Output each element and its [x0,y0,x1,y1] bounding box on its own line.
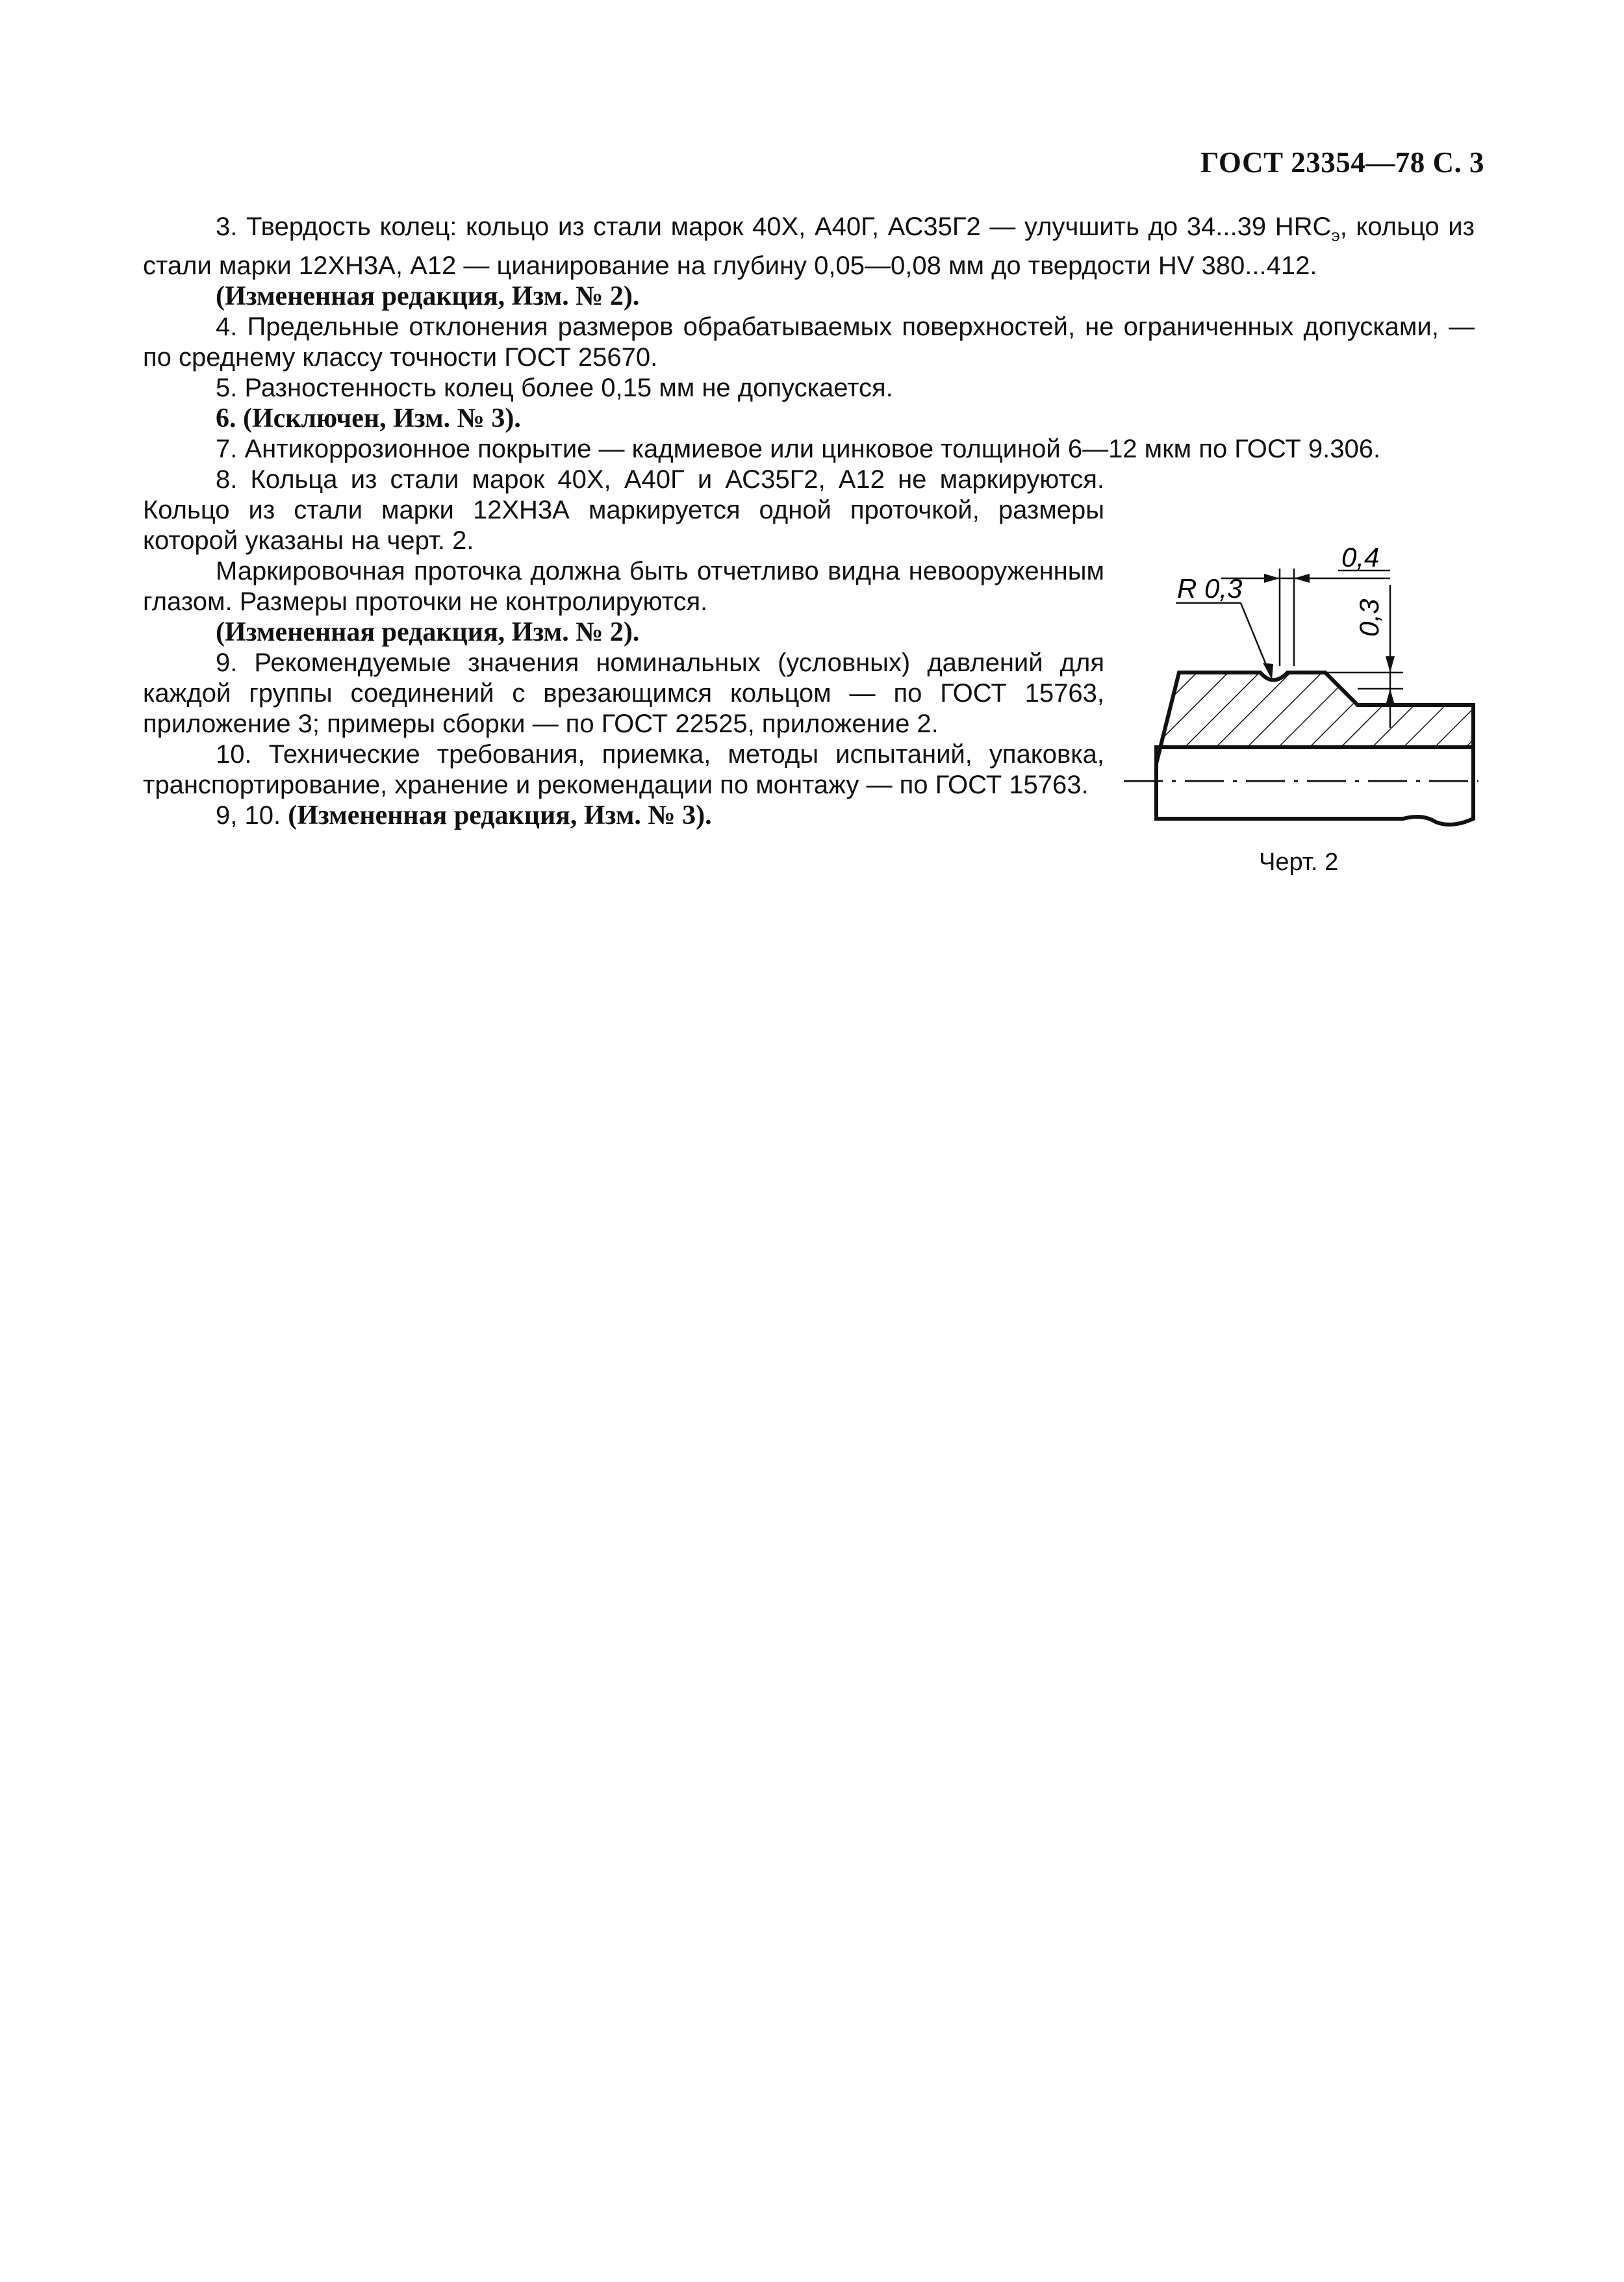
arrow-right [1294,574,1310,583]
depth-arrow-bottom [1386,689,1395,705]
clause-3: 3. Твердость колец: кольцо из стали марок 40Х, А40Г, АС35Г2 — улучшить до 34...39 $HRC_э$, кольцо из стали марки 12ХН3А, А12 — цианирование на глубину 0,05—0,08 мм до твердости HV 380...412. [143,212,1475,280]
dim-width-label: 0,4 [1341,542,1380,572]
arrow-left [1264,574,1280,583]
ring-groove-drawing [1117,533,1481,884]
subscript: э [1331,225,1340,245]
clause-7: 7. Антикоррозионное покрытие — кадмиевое или цинковое толщиной 6—12 мкм по ГОСТ 9.306. [216,435,1381,463]
drawing-caption: Черт. 2 [1259,849,1339,876]
clause-8b: Маркировочная проточка должна быть отчетливо видна невооруженным глазом. Размеры проточки не контролируются. [143,557,1104,616]
section-hatched [1156,673,1473,763]
dim-depth-label: 0,3 [1354,598,1384,637]
clause-3-note: (Измененная редакция, Изм. № 2). [216,281,640,311]
section-body [1156,747,1473,825]
clause-6: 6. (Исключен, Изм. № 3). [216,404,521,433]
clause-10: 10. Технические требования, приемка, методы испытаний, упаковка, транспортирование, хранение и рекомендации по монтажу — по ГОСТ 15763. [143,740,1104,799]
clause-8-note: (Измененная редакция, Изм. № 2). [216,617,640,647]
drawing-2 [1117,533,1481,884]
clause-9: 9. Рекомендуемые значения номинальных (условных) давлений для каждой группы соединений с врезающимся кольцом — по ГОСТ 15763, приложение 3; примеры сборки — по ГОСТ 22525, приложение 2. [143,648,1104,738]
dim-radius-label: R 0,3 [1177,573,1243,604]
page-header: ГОСТ 23354—78 С. 3 [1200,146,1484,179]
clause-8: 8. Кольца из стали марок 40Х, А40Г и АС35Г2, А12 не маркируются. Кольцо из стали марки 12ХН3А маркируется одной проточкой, размеры которой указаны на черт. 2. [143,465,1104,555]
depth-arrow-top [1386,656,1395,673]
clause-5: 5. Разностенность колец более 0,15 мм не допускается. [216,374,893,402]
clause-4: 4. Предельные отклонения размеров обрабатываемых поверхностей, не ограниченных допусками, — по среднему классу точности ГОСТ 25670. [143,313,1475,372]
clause-9-10-note: 9, 10. (Измененная редакция, Изм. № 3). [216,801,712,830]
